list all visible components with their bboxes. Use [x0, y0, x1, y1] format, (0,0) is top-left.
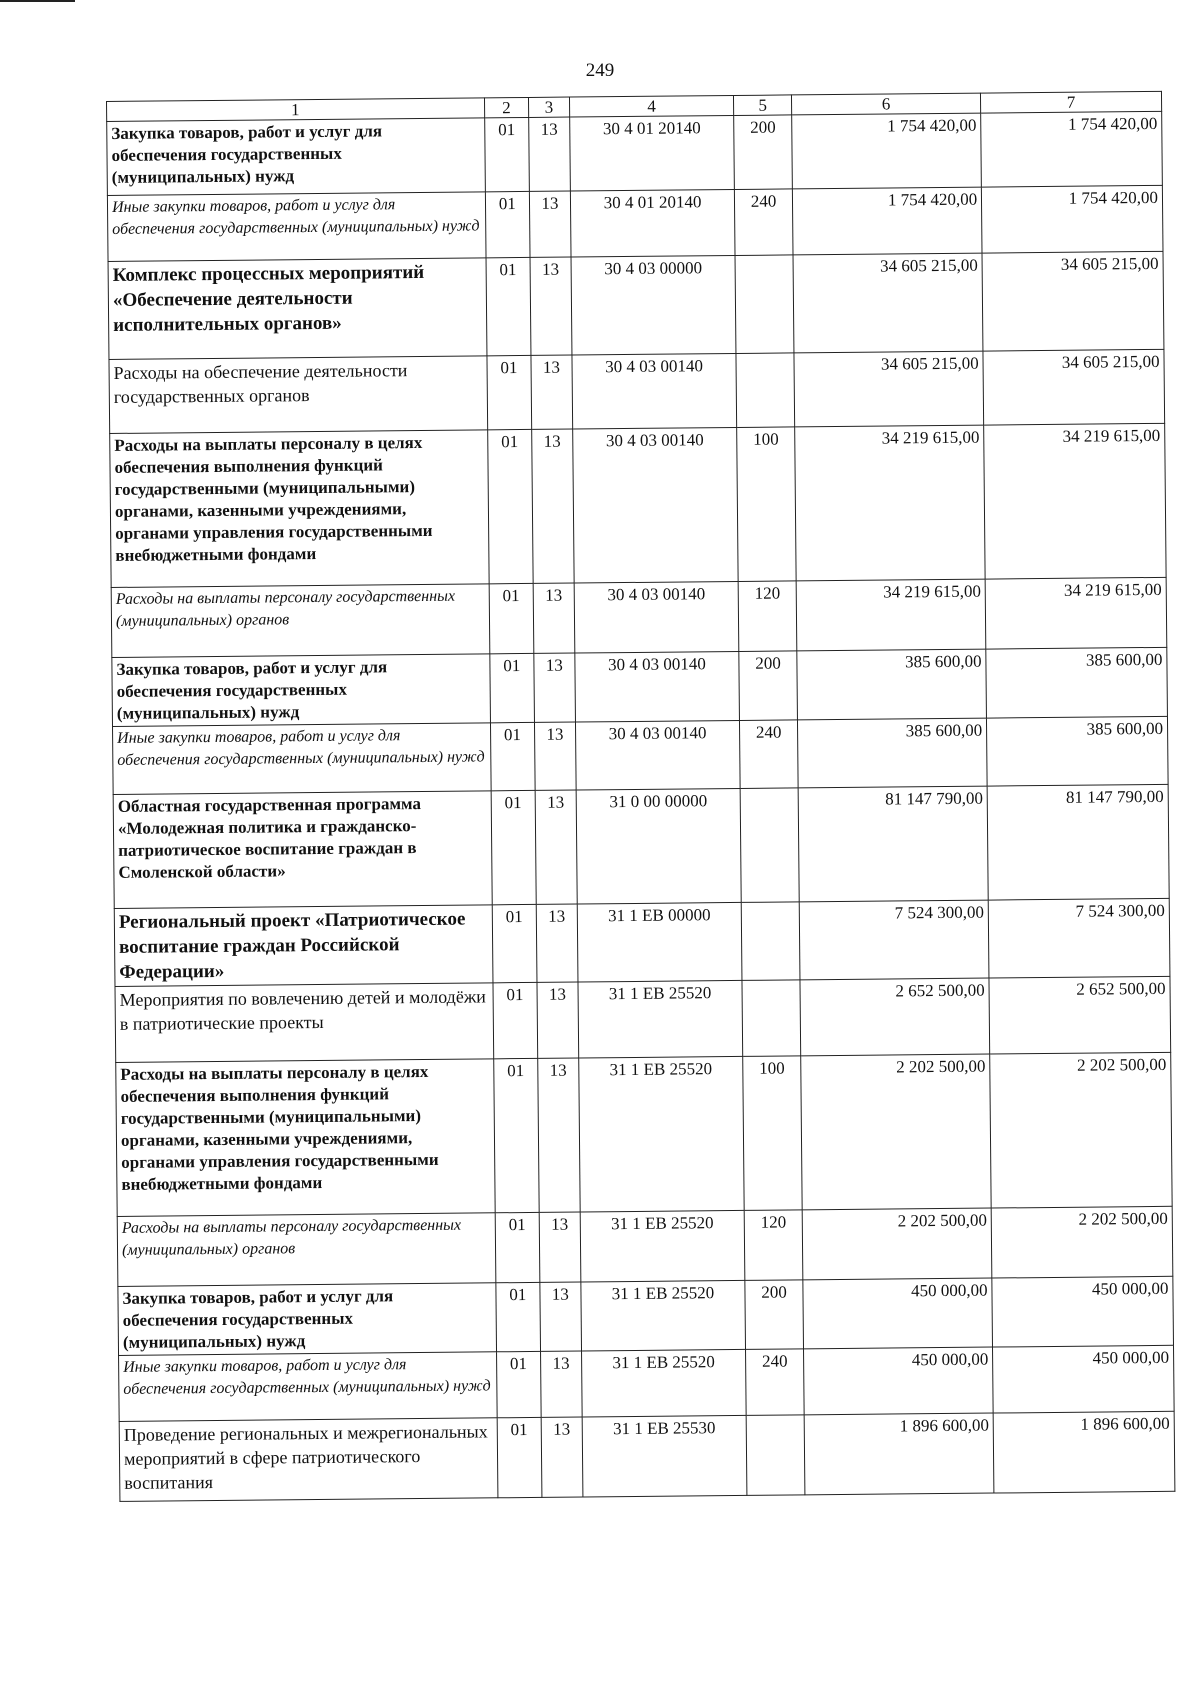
expense-type-code: 200 — [734, 115, 792, 190]
subsection-code: 13 — [541, 1417, 582, 1497]
amount-col-6: 34 605 215,00 — [793, 253, 983, 353]
expense-type-code: 120 — [739, 581, 797, 652]
subsection-code: 13 — [537, 982, 578, 1058]
row-name: Расходы на выплаты персоналу в целях обеспечения выполнения функций государственными (муниципальными) органами, казенными учреждениями, органами управления государственными внебюджетными фондами — [110, 430, 489, 588]
header-cell-2: 2 — [484, 97, 529, 117]
target-article-code: 31 0 00 00000 — [576, 788, 742, 904]
table-row — [110, 423, 1166, 587]
amount-col-7: 385 600,00 — [987, 716, 1168, 786]
expense-type-code: 240 — [740, 720, 798, 789]
subsection-code: 13 — [534, 653, 575, 722]
amount-col-6: 2 202 500,00 — [801, 1054, 992, 1210]
section-code: 01 — [493, 982, 538, 1058]
table-row — [115, 976, 1171, 1062]
row-name: Закупка товаров, работ и услуг для обеспечения государственных (муниципальных) нужд — [118, 1283, 496, 1356]
amount-col-7: 34 219 615,00 — [984, 423, 1166, 579]
amount-col-6: 1 896 600,00 — [804, 1413, 994, 1495]
table-row — [118, 1276, 1174, 1355]
header-cell-6: 6 — [791, 93, 980, 115]
table-row — [114, 898, 1170, 986]
row-name: Областная государственная программа «Молодежная политика и гражданско-патриотическое воспитание граждан в Смоленской области» — [113, 791, 492, 909]
subsection-code: 13 — [539, 1212, 580, 1282]
target-article-code: 31 1 ЕВ 00000 — [577, 902, 743, 982]
row-name: Региональный проект «Патриотическое воспитание граждан Российской Федерации» — [114, 905, 492, 987]
subsection-code: 13 — [529, 117, 570, 191]
amount-col-7: 7 524 300,00 — [988, 898, 1170, 978]
amount-col-6: 34 605 215,00 — [794, 351, 984, 427]
amount-col-7: 34 219 615,00 — [985, 577, 1167, 649]
amount-col-6: 7 524 300,00 — [799, 900, 989, 980]
subsection-code: 13 — [530, 191, 571, 257]
amount-col-7: 2 652 500,00 — [989, 976, 1171, 1054]
table-row — [111, 577, 1167, 657]
amount-col-6: 1 754 420,00 — [792, 113, 982, 189]
subsection-code: 13 — [535, 790, 576, 904]
row-name: Комплекс процессных мероприятий «Обеспечение деятельности исполнительных органов» — [108, 258, 486, 360]
expense-type-code — [741, 788, 800, 903]
section-code: 01 — [497, 1417, 542, 1497]
table-row — [108, 251, 1164, 359]
target-article-code: 31 1 ЕВ 25520 — [580, 1210, 746, 1282]
row-name: Проведение региональных и межрегиональных мероприятий в сфере патриотического воспитания — [119, 1418, 497, 1502]
subsection-code: 13 — [531, 355, 572, 429]
header-cell-4: 4 — [569, 95, 734, 117]
subsection-code: 13 — [536, 904, 577, 982]
row-name: Мероприятия по вовлечению детей и молодёжи в патриотические проекты — [115, 983, 493, 1063]
section-code: 01 — [489, 653, 534, 722]
subsection-code: 13 — [535, 722, 576, 790]
section-code: 01 — [485, 191, 530, 257]
row-name: Иные закупки товаров, работ и услуг для обеспечения государственных (муниципальных) нужд — [113, 723, 491, 795]
expense-type-code — [736, 353, 794, 428]
amount-col-6: 385 600,00 — [797, 718, 987, 788]
amount-col-7: 1 896 600,00 — [993, 1411, 1175, 1493]
section-code: 01 — [486, 257, 532, 355]
expense-type-code — [742, 902, 800, 981]
row-name: Иные закупки товаров, работ и услуг для обеспечения государственных (муниципальных) нужд — [107, 192, 485, 262]
subsection-code: 13 — [530, 257, 571, 355]
scan-edge-line — [0, 0, 75, 2]
amount-col-6: 34 219 615,00 — [796, 579, 986, 651]
section-code: 01 — [490, 722, 535, 790]
section-code: 01 — [491, 790, 537, 904]
table-body — [107, 91, 1175, 1501]
section-code: 01 — [484, 117, 529, 191]
target-article-code: 30 4 03 00140 — [574, 651, 739, 722]
subsection-code: 13 — [533, 583, 574, 653]
section-code: 01 — [493, 1058, 539, 1212]
section-code: 01 — [487, 429, 533, 583]
amount-col-7: 385 600,00 — [986, 647, 1167, 718]
subsection-code: 13 — [541, 1351, 582, 1417]
section-code: 01 — [486, 355, 531, 429]
target-article-code: 30 4 03 00140 — [574, 581, 740, 653]
table-row — [107, 111, 1163, 195]
target-article-code: 31 1 ЕВ 25520 — [581, 1349, 746, 1417]
target-article-code: 30 4 03 00140 — [572, 427, 738, 583]
amount-col-6: 2 652 500,00 — [800, 978, 990, 1056]
header-cell-3: 3 — [529, 97, 570, 117]
header-cell-7: 7 — [981, 91, 1162, 113]
table-row — [119, 1411, 1175, 1501]
expense-type-code: 200 — [739, 651, 797, 721]
expense-type-code: 100 — [743, 1056, 802, 1211]
target-article-code: 30 4 03 00140 — [575, 720, 740, 790]
amount-col-7: 450 000,00 — [992, 1276, 1173, 1347]
amount-col-6: 34 219 615,00 — [795, 425, 986, 581]
target-article-code: 30 4 01 20140 — [569, 115, 735, 191]
target-article-code: 31 1 ЕВ 25520 — [578, 980, 744, 1058]
table-row — [109, 349, 1165, 433]
target-article-code: 31 1 ЕВ 25530 — [582, 1415, 748, 1497]
target-article-code: 31 1 ЕВ 25520 — [580, 1280, 745, 1351]
target-article-code: 31 1 ЕВ 25520 — [578, 1056, 744, 1212]
section-code: 01 — [489, 583, 534, 653]
row-name: Закупка товаров, работ и услуг для обеспечения государственных (муниципальных) нужд — [112, 654, 490, 727]
target-article-code: 30 4 03 00140 — [572, 353, 738, 429]
header-cell-5: 5 — [734, 95, 792, 116]
expense-type-code — [742, 980, 800, 1057]
row-name: Закупка товаров, работ и услуг для обеспечения государственных (муниципальных) нужд — [107, 118, 485, 196]
expense-type-code: 120 — [745, 1210, 803, 1281]
subsection-code: 13 — [532, 429, 574, 583]
expense-type-code — [735, 255, 793, 354]
amount-col-7: 1 754 420,00 — [981, 111, 1163, 187]
expense-type-code: 200 — [745, 1280, 803, 1350]
amount-col-7: 34 605 215,00 — [983, 349, 1165, 425]
budget-table — [106, 91, 1175, 1502]
expense-type-code — [747, 1415, 805, 1496]
expense-type-code: 240 — [735, 189, 793, 256]
section-code: 01 — [492, 904, 537, 982]
target-article-code: 30 4 03 00000 — [571, 255, 737, 355]
row-name: Расходы на выплаты персоналу государственных (муниципальных) органов — [111, 584, 489, 658]
amount-col-7: 81 147 790,00 — [987, 784, 1169, 900]
amount-col-6: 450 000,00 — [803, 1347, 993, 1415]
target-article-code: 30 4 01 20140 — [570, 189, 735, 257]
page-number: 249 — [585, 60, 615, 81]
header-cell-1: 1 — [107, 98, 485, 122]
section-code: 01 — [496, 1351, 541, 1417]
table-row — [113, 784, 1169, 908]
section-code: 01 — [495, 1212, 540, 1282]
row-name: Расходы на выплаты персоналу государственных (муниципальных) органов — [117, 1213, 495, 1287]
amount-col-6: 385 600,00 — [797, 649, 987, 720]
subsection-code: 13 — [538, 1058, 580, 1212]
amount-col-6: 1 754 420,00 — [792, 187, 982, 255]
section-code: 01 — [495, 1282, 540, 1351]
amount-col-6: 450 000,00 — [803, 1278, 993, 1349]
amount-col-7: 1 754 420,00 — [982, 185, 1163, 253]
table-row — [107, 185, 1163, 261]
table-row — [119, 1345, 1175, 1421]
amount-col-6: 2 202 500,00 — [802, 1208, 992, 1280]
table-row — [112, 647, 1168, 726]
amount-col-7: 450 000,00 — [993, 1345, 1174, 1413]
row-name: Расходы на выплаты персоналу в целях обеспечения выполнения функций государственными (муниципальными) органами, казенными учреждениями, органами управления государственными внебюджетными фондами — [116, 1059, 495, 1217]
amount-col-6: 81 147 790,00 — [798, 786, 988, 902]
amount-col-7: 34 605 215,00 — [982, 251, 1164, 351]
subsection-code: 13 — [540, 1282, 581, 1351]
expense-type-code: 240 — [746, 1349, 804, 1416]
table-row — [113, 716, 1169, 794]
amount-col-7: 2 202 500,00 — [991, 1206, 1173, 1278]
row-name: Иные закупки товаров, работ и услуг для обеспечения государственных (муниципальных) нужд — [119, 1352, 497, 1422]
row-name: Расходы на обеспечение деятельности государственных органов — [109, 356, 487, 434]
expense-type-code: 100 — [737, 427, 796, 582]
amount-col-7: 2 202 500,00 — [990, 1052, 1172, 1208]
table-row — [116, 1052, 1172, 1216]
table-row — [117, 1206, 1173, 1286]
